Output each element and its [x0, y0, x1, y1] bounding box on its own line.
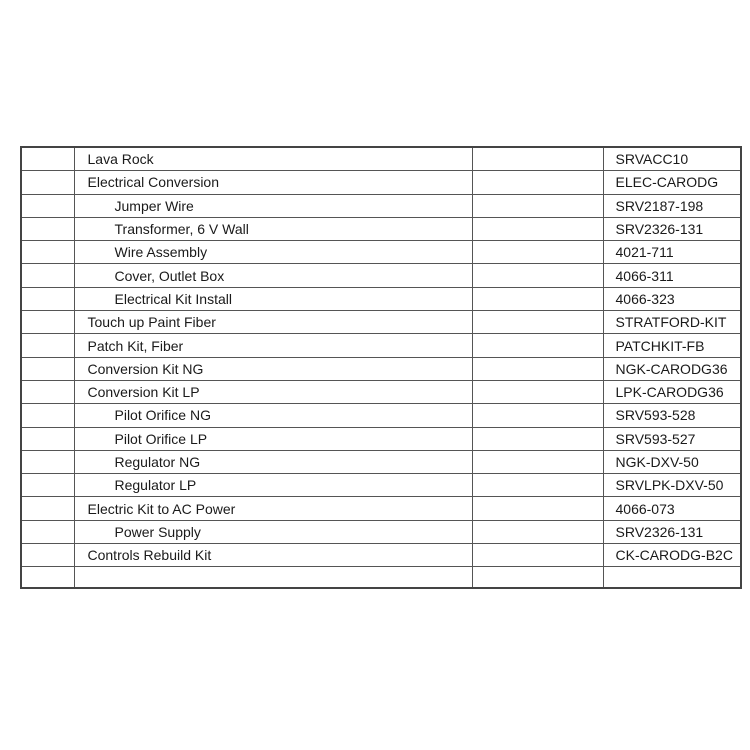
description-cell — [74, 567, 472, 589]
empty-cell — [472, 357, 603, 380]
table-row — [21, 380, 741, 403]
empty-cell — [472, 171, 603, 194]
part-number-cell: NGK-DXV-50 — [603, 450, 741, 473]
description-cell: Regulator LP — [74, 474, 472, 497]
index-cell — [21, 450, 74, 473]
table-row — [21, 520, 741, 543]
description-cell: Conversion Kit LP — [74, 380, 472, 403]
empty-cell — [472, 241, 603, 264]
empty-cell — [472, 567, 603, 589]
empty-cell — [472, 404, 603, 427]
empty-cell — [472, 520, 603, 543]
index-cell — [21, 427, 74, 450]
empty-cell — [472, 334, 603, 357]
index-cell — [21, 544, 74, 567]
table-row — [21, 287, 741, 310]
empty-cell — [472, 264, 603, 287]
part-number-cell: SRV2187-198 — [603, 194, 741, 217]
description-cell: Power Supply — [74, 520, 472, 543]
part-number-cell: SRV2326-131 — [603, 217, 741, 240]
description-cell: Electrical Conversion — [74, 171, 472, 194]
index-cell — [21, 171, 74, 194]
empty-cell — [472, 474, 603, 497]
part-number-cell: 4066-323 — [603, 287, 741, 310]
index-cell — [21, 357, 74, 380]
table-row — [21, 171, 741, 194]
empty-cell — [472, 311, 603, 334]
empty-cell — [472, 217, 603, 240]
part-number-cell: SRV593-527 — [603, 427, 741, 450]
description-cell: Regulator NG — [74, 450, 472, 473]
description-cell: Lava Rock — [74, 147, 472, 171]
part-number-cell: CK-CARODG-B2C — [603, 544, 741, 567]
part-number-cell: 4021-711 — [603, 241, 741, 264]
description-cell: Jumper Wire — [74, 194, 472, 217]
description-cell: Controls Rebuild Kit — [74, 544, 472, 567]
table-row — [21, 474, 741, 497]
description-cell: Pilot Orifice LP — [74, 427, 472, 450]
part-number-cell: SRVLPK-DXV-50 — [603, 474, 741, 497]
table-row — [21, 404, 741, 427]
empty-cell — [472, 287, 603, 310]
index-cell — [21, 194, 74, 217]
parts-table — [20, 146, 742, 589]
part-number-cell: LPK-CARODG36 — [603, 380, 741, 403]
empty-cell — [472, 147, 603, 171]
index-cell — [21, 264, 74, 287]
part-number-cell — [603, 567, 741, 589]
empty-cell — [472, 450, 603, 473]
description-cell: Wire Assembly — [74, 241, 472, 264]
table-row — [21, 450, 741, 473]
table-row — [21, 147, 741, 171]
table-row — [21, 357, 741, 380]
part-number-cell: NGK-CARODG36 — [603, 357, 741, 380]
index-cell — [21, 520, 74, 543]
part-number-cell: 4066-311 — [603, 264, 741, 287]
table-row — [21, 241, 741, 264]
table-row — [21, 497, 741, 520]
description-cell: Electrical Kit Install — [74, 287, 472, 310]
index-cell — [21, 334, 74, 357]
table-row — [21, 217, 741, 240]
part-number-cell: PATCHKIT-FB — [603, 334, 741, 357]
table-row — [21, 311, 741, 334]
table-row — [21, 427, 741, 450]
index-cell — [21, 147, 74, 171]
table-row — [21, 264, 741, 287]
table-row — [21, 544, 741, 567]
index-cell — [21, 404, 74, 427]
index-cell — [21, 311, 74, 334]
description-cell: Conversion Kit NG — [74, 357, 472, 380]
table-row-blank — [21, 567, 741, 589]
description-cell: Patch Kit, Fiber — [74, 334, 472, 357]
index-cell — [21, 241, 74, 264]
empty-cell — [472, 380, 603, 403]
table-row — [21, 194, 741, 217]
index-cell — [21, 217, 74, 240]
table-row — [21, 334, 741, 357]
index-cell — [21, 380, 74, 403]
description-cell: Pilot Orifice NG — [74, 404, 472, 427]
description-cell: Electric Kit to AC Power — [74, 497, 472, 520]
empty-cell — [472, 194, 603, 217]
empty-cell — [472, 497, 603, 520]
empty-cell — [472, 427, 603, 450]
part-number-cell: SRVACC10 — [603, 147, 741, 171]
index-cell — [21, 287, 74, 310]
index-cell — [21, 497, 74, 520]
part-number-cell: STRATFORD-KIT — [603, 311, 741, 334]
description-cell: Transformer, 6 V Wall — [74, 217, 472, 240]
part-number-cell: ELEC-CARODG — [603, 171, 741, 194]
description-cell: Touch up Paint Fiber — [74, 311, 472, 334]
index-cell — [21, 567, 74, 589]
part-number-cell: 4066-073 — [603, 497, 741, 520]
parts-table-body — [21, 147, 741, 588]
part-number-cell: SRV2326-131 — [603, 520, 741, 543]
part-number-cell: SRV593-528 — [603, 404, 741, 427]
description-cell: Cover, Outlet Box — [74, 264, 472, 287]
index-cell — [21, 474, 74, 497]
empty-cell — [472, 544, 603, 567]
